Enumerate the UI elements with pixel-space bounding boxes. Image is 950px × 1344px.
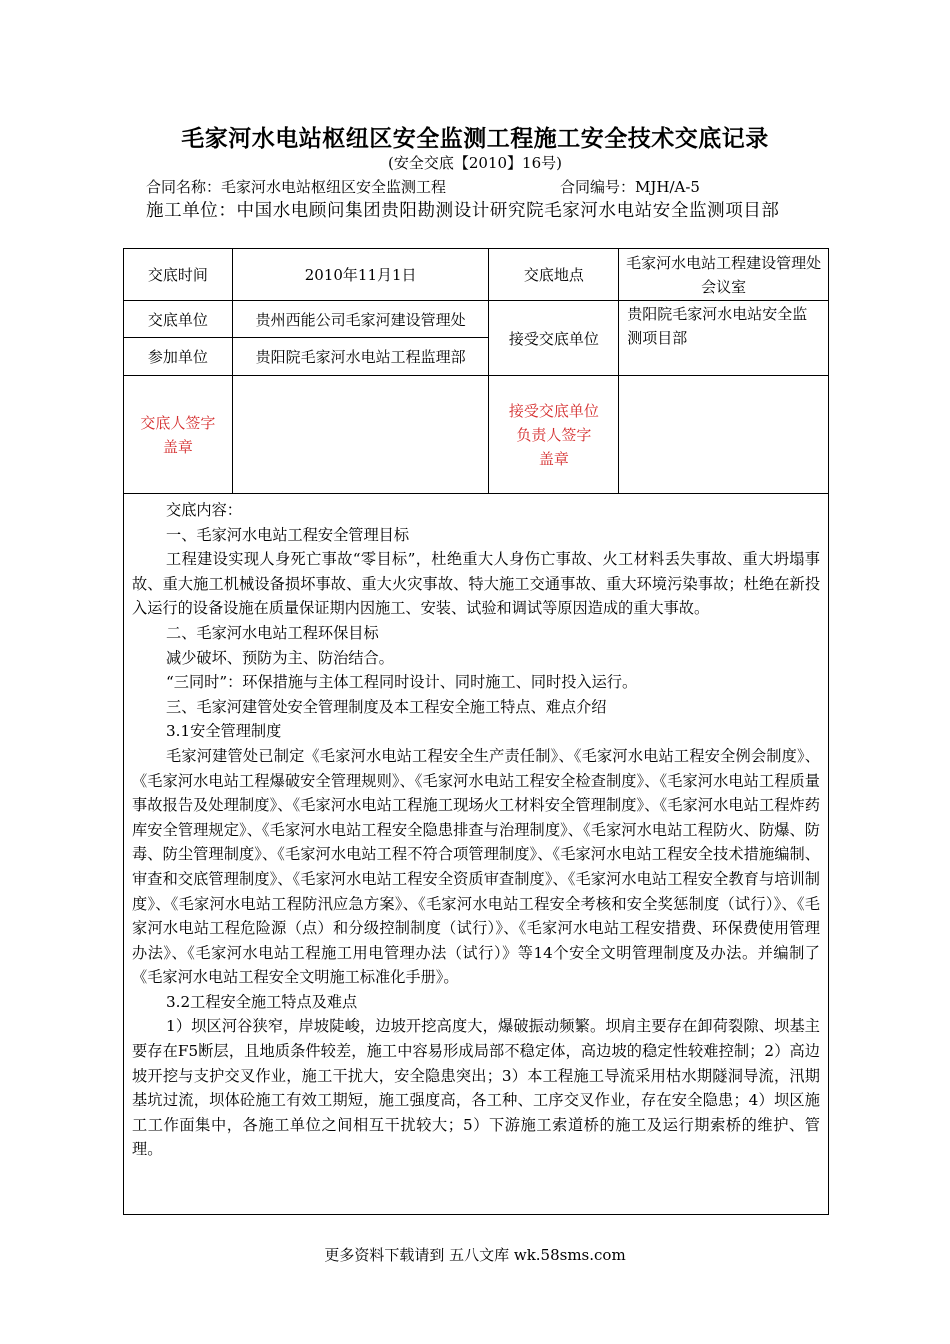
receiving-unit-value: 贵阳院毛家河水电站安全监测项目部 <box>619 301 829 376</box>
participating-unit-value: 贵阳院毛家河水电站工程监理部 <box>232 338 489 376</box>
disclosure-table <box>123 248 829 1215</box>
participating-unit-label: 参加单位 <box>124 338 233 376</box>
receiver-signature-area <box>619 376 829 494</box>
receiving-unit-label: 接受交底单位 <box>489 301 619 376</box>
contract-info-row <box>146 176 806 197</box>
discloser-sign-line2: 盖章 <box>162 437 193 456</box>
time-value: 2010年11月1日 <box>232 249 489 301</box>
subsection-3-2-text: 1）坝区河谷狭窄，岸坡陡峻，边坡开挖高度大，爆破振动频繁。坝肩主要存在卸荷裂隙、坝基主要存在F5断层，且地质条件较差，施工中容易形成局部不稳定体，高边坡的稳定性较难控制；2）高边坡开挖与支护交叉作业，施工干扰大，安全隐患突出；3）本工程施工导流采用枯水期隧洞导流，汛期基坑过流，坝体砼施工有效工期短，施工强度高，各工种、工序交叉作业，存在安全隐患；4）坝区施工工作面集中，各施工单位之间相互干扰较大；5）下游施工索道桥的施工及运行期索桥的维护、管理。 <box>132 1017 820 1159</box>
discloser-signature-label <box>124 376 233 494</box>
place-value: 毛家河水电站工程建设管理处会议室 <box>619 249 829 301</box>
contract-number: MJH/A-5 <box>635 178 700 196</box>
place-label: 交底地点 <box>489 249 619 301</box>
disclosing-unit-value: 贵州西能公司毛家河建设管理处 <box>232 301 489 338</box>
construction-unit-row <box>146 200 818 223</box>
discloser-signature-area <box>232 376 489 494</box>
construction-unit-label: 施工单位： <box>146 201 237 221</box>
contract-number-label: 合同编号： <box>560 178 636 196</box>
section-2-text-1: 减少破坏、预防为主、防治结合。 <box>166 648 394 667</box>
footer-note: 更多资料下载请到 五八文库 wk.58sms.com <box>324 1246 626 1264</box>
section-2-heading: 二、毛家河水电站工程环保目标 <box>166 623 379 642</box>
disclosure-content <box>124 494 829 1215</box>
contract-name-label: 合同名称： <box>146 178 222 196</box>
document-title: 毛家河水电站枢纽区安全监测工程施工安全技术交底记录 <box>181 126 769 152</box>
construction-unit: 中国水电顾问集团贵阳勘测设计研究院毛家河水电站安全监测项目部 <box>236 201 780 221</box>
receiver-sign-line2: 负责人签字 <box>516 425 592 444</box>
subsection-3-1-text: 毛家河建管处已制定《毛家河水电站工程安全生产责任制》、《毛家河水电站工程安全例会制度》、《毛家河水电站工程爆破安全管理规则》、《毛家河水电站工程安全检查制度》、《毛家河水电站工程质量事故报告及处理制度》、《毛家河水电站工程施工现场火工材料安全管理制度》、《毛家河水电站工程炸药库安全管理规定》、《毛家河水电站工程安全隐患排查与治理制度》、《毛家河水电站工程防火、防爆、防毒、防尘管理制度》、《毛家河水电站工程不符合项管理制度》、《毛家河水电站工程安全技术措施编制、审查和交底管理制度》、《毛家河水电站工程安全资质审查制度》、《毛家河水电站工程安全教育与培训制度》、《毛家河水电站工程防汛应急方案》、《毛家河水电站工程安全考核和安全奖惩制度（试行）》、《毛家河水电站工程危险源（点）和分级控制制度（试行）》、《毛家河水电站工程安措费、环保费使用管理办法》、《毛家河水电站工程施工用电管理办法（试行）》等14个安全文明管理制度及办法。并编制了《毛家河水电站工程安全文明施工标准化手册》。 <box>132 746 820 987</box>
subsection-3-1-heading: 3.1安全管理制度 <box>166 722 282 741</box>
contract-number-group <box>560 176 700 197</box>
receiver-signature-label <box>489 376 619 494</box>
receiver-sign-line3: 盖章 <box>538 449 569 468</box>
disclosing-unit-label: 交底单位 <box>124 301 233 338</box>
section-3-heading: 三、毛家河建管处安全管理制度及本工程安全施工特点、难点介绍 <box>166 697 607 716</box>
receiver-sign-line1: 接受交底单位 <box>508 401 599 420</box>
section-2-text-2: “三同时”：环保措施与主体工程同时设计、同时施工、同时投入运行。 <box>166 673 638 692</box>
document-subtitle: (安全交底【2010】16号) <box>388 154 562 172</box>
section-1-heading: 一、毛家河水电站工程安全管理目标 <box>166 525 409 544</box>
subsection-3-2-heading: 3.2工程安全施工特点及难点 <box>166 992 358 1011</box>
contract-name: 毛家河水电站枢纽区安全监测工程 <box>221 178 447 196</box>
discloser-sign-line1: 交底人签字 <box>140 413 216 432</box>
section-1-text: 工程建设实现人身死亡事故“零目标”，杜绝重大人身伤亡事故、火工材料丢失事故、重大坍塌事故、重大施工机械设备损坏事故、重大火灾事故、特大施工交通事故、重大环境污染事故；杜绝在新投入运行的设备设施在质量保证期内因施工、安装、试验和调试等原因造成的重大事故。 <box>132 550 820 618</box>
time-label: 交底时间 <box>124 249 233 301</box>
content-heading: 交底内容： <box>166 501 242 519</box>
